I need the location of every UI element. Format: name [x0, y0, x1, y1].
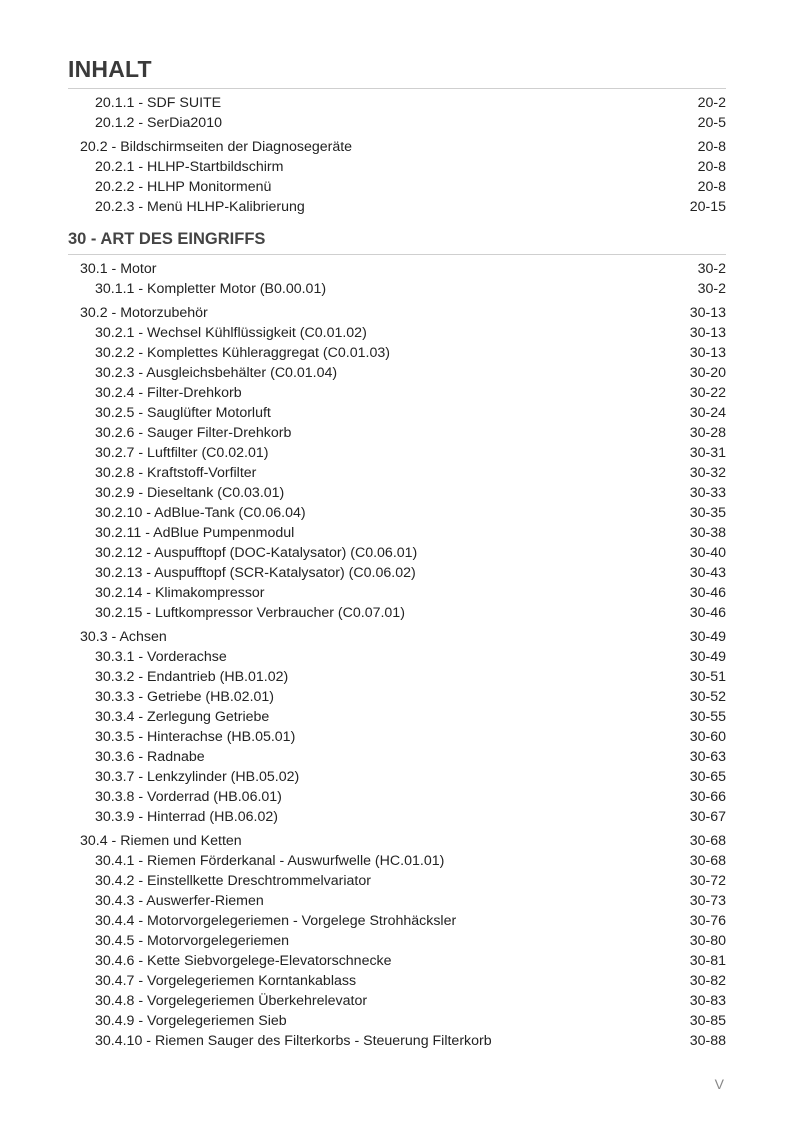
toc-entry-label: 30.2.3 - Ausgleichsbehälter (C0.01.04) — [95, 365, 338, 381]
toc-entry-label: 30.4.1 - Riemen Förderkanal - Auswurfwelle (HC.01.01) — [95, 853, 445, 869]
toc-entry-label: 30.2.5 - Sauglüfter Motorluft — [95, 405, 271, 421]
toc-entry-label: 30.4.5 - Motorvorgelegeriemen — [95, 933, 289, 949]
toc-entry-label: 30.2.1 - Wechsel Kühlflüssigkeit (C0.01.02) — [95, 325, 367, 341]
title-divider — [68, 88, 726, 89]
page-number: V — [714, 1076, 724, 1092]
toc-subsection-entry[interactable] — [68, 727, 726, 747]
toc-entry-label: 20.1.1 - SDF SUITE — [95, 95, 222, 111]
toc-subsection-entry[interactable] — [68, 951, 726, 971]
toc-entry-label: 30.3.1 - Vorderachse — [95, 649, 227, 665]
toc-entry-page: 30-20 — [689, 365, 726, 381]
toc-subsection-entry[interactable] — [68, 851, 726, 871]
toc-entry-label: 30.4.8 - Vorgelegeriemen Überkehrelevator — [95, 993, 368, 1009]
toc-block — [68, 93, 726, 217]
toc-subsection-entry[interactable] — [68, 177, 726, 197]
toc-subsection-entry[interactable] — [68, 931, 726, 951]
toc-subsection-entry[interactable] — [68, 543, 726, 563]
toc-entry-page: 30-80 — [689, 933, 726, 949]
toc-entry-page: 20-8 — [697, 139, 726, 155]
toc-entry-label: 30.4.3 - Auswerfer-Riemen — [95, 893, 264, 909]
toc-entry-page: 30-85 — [689, 1013, 726, 1029]
toc-subsection-entry[interactable] — [68, 747, 726, 767]
toc-entry-page: 30-2 — [697, 281, 726, 297]
toc-subsection-entry[interactable] — [68, 383, 726, 403]
toc-entry-page: 30-35 — [689, 505, 726, 521]
toc-entry-label: 30.3.7 - Lenkzylinder (HB.05.02) — [95, 769, 300, 785]
toc-entry-label: 20.2.1 - HLHP-Startbildschirm — [95, 159, 284, 175]
toc-subsection-entry[interactable] — [68, 363, 726, 383]
toc-subsection-entry[interactable] — [68, 871, 726, 891]
toc-entry-label: 30.2.2 - Komplettes Kühleraggregat (C0.01.03) — [95, 345, 390, 361]
toc-entry-page: 20-8 — [697, 159, 726, 175]
toc-entry-label: 30.4.6 - Kette Siebvorgelege-Elevatorschnecke — [95, 953, 392, 969]
toc-subsection-entry[interactable] — [68, 603, 726, 623]
toc-entry-page: 30-88 — [689, 1033, 726, 1049]
toc-subsection-entry[interactable] — [68, 443, 726, 463]
toc-subsection-entry[interactable] — [68, 971, 726, 991]
toc-entry-page: 20-5 — [697, 115, 726, 131]
toc-entry-page: 30-63 — [689, 749, 726, 765]
toc-entry-label: 30.4.7 - Vorgelegeriemen Korntankablass — [95, 973, 357, 989]
toc-entry-label: 30.2.14 - Klimakompressor — [95, 585, 265, 601]
toc-entry-label: 30.3 - Achsen — [80, 629, 167, 645]
toc-entry-page: 30-51 — [689, 669, 726, 685]
toc-entry-page: 30-66 — [689, 789, 726, 805]
toc-subsection-entry[interactable] — [68, 197, 726, 217]
toc-entry-label: 20.2.3 - Menü HLHP-Kalibrierung — [95, 199, 305, 215]
toc-entry-label: 30.3.9 - Hinterrad (HB.06.02) — [95, 809, 278, 825]
toc-entry-page: 30-13 — [689, 305, 726, 321]
toc-entry-label: 30.2.15 - Luftkompressor Verbraucher (C0.07.01) — [95, 605, 405, 621]
toc-entry-page: 20-8 — [697, 179, 726, 195]
toc-entry-page: 30-83 — [689, 993, 726, 1009]
toc-entry-label: 30.4.10 - Riemen Sauger des Filterkorbs - Steuerung Filterkorb — [95, 1033, 492, 1049]
toc-section-entry[interactable] — [68, 831, 726, 851]
toc-entry-label: 20.2 - Bildschirmseiten der Diagnosegeräte — [80, 139, 353, 155]
toc-entry-page: 30-55 — [689, 709, 726, 725]
toc-entry-label: 30.2.7 - Luftfilter (C0.02.01) — [95, 445, 269, 461]
toc-entry-label: 30.3.2 - Endantrieb (HB.01.02) — [95, 669, 289, 685]
toc-entry-page: 30-60 — [689, 729, 726, 745]
toc-subsection-entry[interactable] — [68, 483, 726, 503]
toc-subsection-entry[interactable] — [68, 891, 726, 911]
toc-entry-label: 30.1 - Motor — [80, 261, 157, 277]
toc-entry-label: 30.3.8 - Vorderrad (HB.06.01) — [95, 789, 282, 805]
toc-subsection-entry[interactable] — [68, 343, 726, 363]
toc-entry-page: 30-65 — [689, 769, 726, 785]
toc-entry-label: 20.2.2 - HLHP Monitormenü — [95, 179, 272, 195]
toc-subsection-entry[interactable] — [68, 667, 726, 687]
toc-entry-page: 30-38 — [689, 525, 726, 541]
toc-entry-page: 30-82 — [689, 973, 726, 989]
toc-entry-page: 30-49 — [689, 649, 726, 665]
toc-subsection-entry[interactable] — [68, 647, 726, 667]
toc-entry-label: 30.4.2 - Einstellkette Dreschtrommelvariator — [95, 873, 371, 889]
toc-section-entry[interactable] — [68, 627, 726, 647]
toc-entry-page: 30-13 — [689, 345, 726, 361]
toc-entry-page: 30-49 — [689, 629, 726, 645]
toc-entry-label: 30.3.5 - Hinterachse (HB.05.01) — [95, 729, 296, 745]
toc-entry-page: 30-32 — [689, 465, 726, 481]
toc-entry-label: 30.1.1 - Kompletter Motor (B0.00.01) — [95, 281, 327, 297]
toc-entry-page: 30-67 — [689, 809, 726, 825]
toc-section-entry[interactable] — [68, 137, 726, 157]
toc-subsection-entry[interactable] — [68, 113, 726, 133]
toc-entry-label: 30.2.8 - Kraftstoff-Vorfilter — [95, 465, 257, 481]
toc-entry-page: 30-28 — [689, 425, 726, 441]
toc-entry-label: 30.2.10 - AdBlue-Tank (C0.06.04) — [95, 505, 306, 521]
toc-entry-label: 30.4.9 - Vorgelegeriemen Sieb — [95, 1013, 287, 1029]
toc-subsection-entry[interactable] — [68, 279, 726, 299]
toc-entry-page: 30-33 — [689, 485, 726, 501]
toc-subsection-entry[interactable] — [68, 93, 726, 113]
toc-entry-page: 20-15 — [689, 199, 726, 215]
toc-subsection-entry[interactable] — [68, 707, 726, 727]
toc-entry-page: 20-2 — [697, 95, 726, 111]
toc-subsection-entry[interactable] — [68, 503, 726, 523]
toc-subsection-entry[interactable] — [68, 1031, 726, 1051]
toc-entry-label: 30.2.13 - Auspufftopf (SCR-Katalysator) (C0.06.02) — [95, 565, 416, 581]
toc-entry-page: 30-31 — [689, 445, 726, 461]
toc-entry-page: 30-76 — [689, 913, 726, 929]
toc-entry-label: 30.2 - Motorzubehör — [80, 305, 208, 321]
section-heading: 30 - ART DES EINGRIFFS — [68, 228, 726, 255]
toc-subsection-entry[interactable] — [68, 787, 726, 807]
toc-section-entry[interactable] — [68, 303, 726, 323]
toc-subsection-entry[interactable] — [68, 1011, 726, 1031]
toc-entry-page: 30-40 — [689, 545, 726, 561]
toc-entry-page: 30-81 — [689, 953, 726, 969]
toc-entry-label: 30.2.11 - AdBlue Pumpenmodul — [95, 525, 295, 541]
toc-subsection-entry[interactable] — [68, 767, 726, 787]
toc-entry-label: 30.2.9 - Dieseltank (C0.03.01) — [95, 485, 285, 501]
toc-entry-page: 30-73 — [689, 893, 726, 909]
toc-entry-page: 30-72 — [689, 873, 726, 889]
toc-entry-page: 30-46 — [689, 585, 726, 601]
toc-entry-label: 30.4.4 - Motorvorgelegeriemen - Vorgelege Strohhäcksler — [95, 913, 457, 929]
toc-section-entry[interactable] — [68, 259, 726, 279]
table-of-contents — [68, 93, 726, 1051]
toc-subsection-entry[interactable] — [68, 423, 726, 443]
toc-subsection-entry[interactable] — [68, 157, 726, 177]
toc-entry-label: 30.3.4 - Zerlegung Getriebe — [95, 709, 270, 725]
toc-entry-label: 30.2.12 - Auspufftopf (DOC-Katalysator) (C0.06.01) — [95, 545, 418, 561]
toc-entry-label: 20.1.2 - SerDia2010 — [95, 115, 222, 131]
toc-subsection-entry[interactable] — [68, 563, 726, 583]
toc-entry-page: 30-68 — [689, 853, 726, 869]
toc-entry-page: 30-22 — [689, 385, 726, 401]
toc-entry-page: 30-24 — [689, 405, 726, 421]
toc-subsection-entry[interactable] — [68, 523, 726, 543]
toc-subsection-entry[interactable] — [68, 403, 726, 423]
toc-subsection-entry[interactable] — [68, 323, 726, 343]
toc-entry-page: 30-52 — [689, 689, 726, 705]
toc-entry-page: 30-2 — [697, 261, 726, 277]
toc-entry-page: 30-68 — [689, 833, 726, 849]
toc-entry-page: 30-13 — [689, 325, 726, 341]
toc-block — [68, 228, 726, 1051]
toc-entry-label: 30.3.6 - Radnabe — [95, 749, 205, 765]
toc-subsection-entry[interactable] — [68, 463, 726, 483]
toc-subsection-entry[interactable] — [68, 583, 726, 603]
toc-entry-page: 30-46 — [689, 605, 726, 621]
toc-entry-page: 30-43 — [689, 565, 726, 581]
toc-subsection-entry[interactable] — [68, 807, 726, 827]
toc-entry-label: 30.4 - Riemen und Ketten — [80, 833, 242, 849]
page-title: INHALT — [68, 56, 152, 82]
toc-subsection-entry[interactable] — [68, 991, 726, 1011]
toc-entry-label: 30.2.4 - Filter-Drehkorb — [95, 385, 242, 401]
toc-entry-label: 30.2.6 - Sauger Filter-Drehkorb — [95, 425, 292, 441]
toc-entry-label: 30.3.3 - Getriebe (HB.02.01) — [95, 689, 275, 705]
toc-subsection-entry[interactable] — [68, 911, 726, 931]
toc-subsection-entry[interactable] — [68, 687, 726, 707]
